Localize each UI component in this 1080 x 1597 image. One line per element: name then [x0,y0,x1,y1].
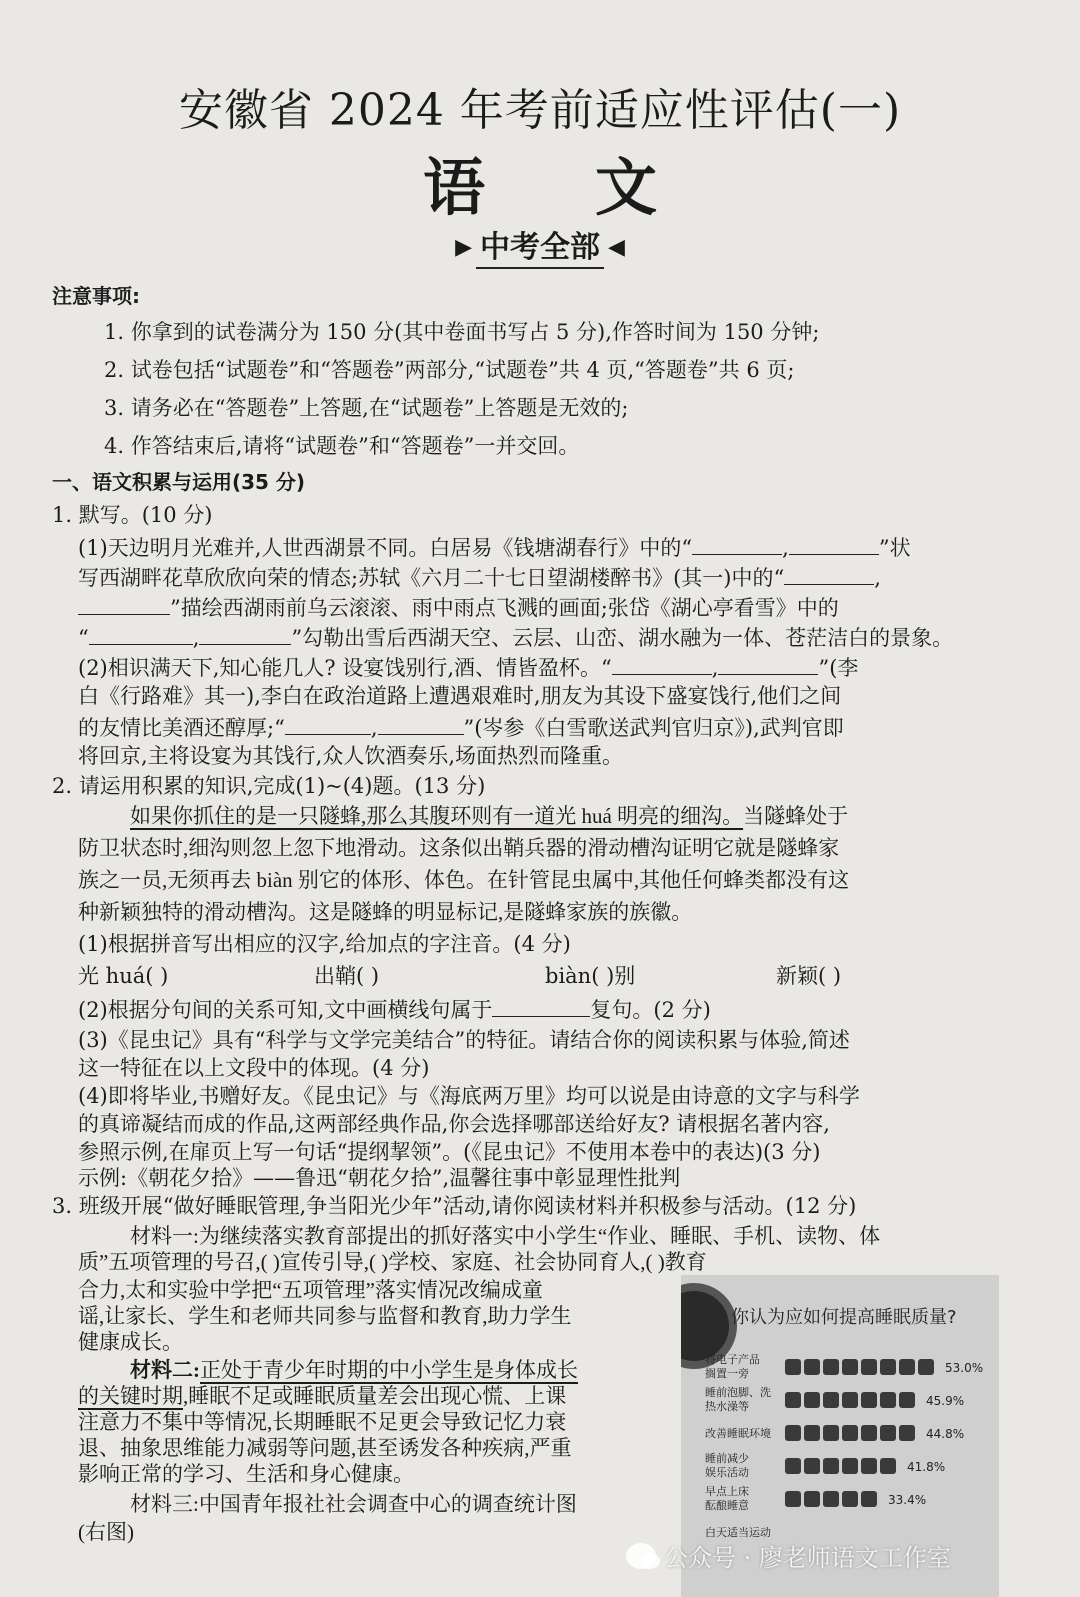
infographic-icon [842,1425,858,1441]
infographic-percent: 33.4% [888,1493,927,1507]
infographic-row [689,1353,999,1389]
q3-material-line: (右图) [78,1520,134,1544]
q1-line: (2)相识满天下,知心能几人? 设宴饯别行,酒、情皆盈杯。“ , ”(李 [78,656,859,680]
infographic-icon [861,1392,877,1408]
q3-material-line: 材料二:正处于青少年时期的中小学生是身体成长 [130,1358,578,1382]
infographic-icon [861,1359,877,1375]
triangle-right-icon: ▶ [455,234,472,260]
infographic-icon [823,1491,839,1507]
q1-line: 写西湖畔花草欣欣向荣的情态;苏轼《六月二十七日望湖楼醉书》(其一)中的“ , [78,566,881,590]
q3-material-line: 影响正常的学习、生活和身心健康。 [78,1462,414,1486]
infographic-percent: 41.8% [907,1460,946,1474]
q1-line: “ , ”勾勒出雪后西湖天空、云层、山峦、湖水融为一体、苍茫洁白的景象。 [78,626,954,650]
infographic-icon [804,1359,820,1375]
wechat-icon [626,1543,656,1569]
infographic-icon [842,1392,858,1408]
q1-line: (1)天边明月光难并,人世西湖景不同。白居易《钱塘湖春行》中的“ , ”状 [78,536,911,560]
triangle-left-icon: ◀ [608,234,625,260]
notice-item: 4. 作答结束后,请将“试题卷”和“答题卷”一并交回。 [104,434,580,458]
infographic-icon [861,1491,877,1507]
infographic-bar [785,1359,934,1377]
q2-sub3: 这一特征在以上文段中的体现。(4 分) [78,1056,430,1080]
infographic-row-label: 睡前泡脚、洗 热水澡等 [705,1386,771,1413]
q2-passage-line: 如果你抓住的是一只隧蜂,那么其腹环则有一道光 huá 明亮的细沟。当隧蜂处于 [130,804,849,828]
infographic-icon [899,1359,915,1375]
notice-heading: 注意事项: [52,284,140,308]
infographic-icon [785,1425,801,1441]
infographic-icon [823,1392,839,1408]
q2-passage-line: 族之一员,无须再去 biàn 别它的体形、体色。在针管昆虫属中,其他任何蜂类都没有这 [78,868,850,892]
q2-passage-line: 防卫状态时,细沟则忽上忽下地滑动。这条似出鞘兵器的滑动槽沟证明它就是隧蜂家 [78,836,840,860]
q1-line: ”描绘西湖雨前乌云滚滚、雨中雨点飞溅的画面;张岱《湖心亭看雪》中的 [78,596,839,619]
infographic-bar [785,1392,915,1410]
infographic-icon [842,1458,858,1474]
infographic-icon [823,1458,839,1474]
q3-material-line: 质”五项管理的号召,( )宣传引导,( )学校、家庭、社会协同育人,( )教育 [78,1250,707,1274]
infographic-icon [785,1458,801,1474]
q3-material-line: 谣,让家长、学生和老师共同参与监督和教育,助力学生 [78,1304,572,1328]
infographic-row [689,1419,999,1455]
infographic-question: 你认为应如何提高睡眠质量? [731,1307,957,1328]
infographic-icon [842,1491,858,1507]
question-1-heading: 1. 默写。(10 分) [52,503,213,527]
infographic-row-label: 早点上床 酝酿睡意 [705,1485,749,1512]
q2-sub2: (2)根据分句间的关系可知,文中画横线句属于 复句。(2 分) [78,998,711,1022]
notice-item: 3. 请务必在“答题卷”上答题,在“试题卷”上答题是无效的; [104,396,629,420]
q3-material-line: 的关键时期,睡眠不足或睡眠质量差会出现心慌、上课 [78,1384,567,1408]
q3-material-line: 退、抽象思维能力减弱等问题,甚至诱发各种疾病,严重 [78,1436,572,1460]
scope-banner [0,222,1080,266]
q2-sub4: 参照示例,在扉页上写一句话“提纲挈领”。(《昆虫记》不使用本卷中的表达)(3 分) [78,1140,821,1164]
infographic-icon [861,1425,877,1441]
q2-sub1-item: 出鞘( ) [314,964,380,988]
infographic-row-label: 改善睡眠环境 [705,1427,771,1440]
q1-line: 白《行路难》其一),李白在政治道路上遭遇艰难时,朋友为其设下盛宴饯行,他们之间 [78,684,842,708]
infographic-icon [823,1359,839,1375]
q3-material-line: 合力,太和实验中学把“五项管理”落实情况改编成童 [78,1278,543,1302]
q3-material-line: 健康成长。 [78,1330,183,1354]
infographic-icon [804,1425,820,1441]
infographic-icon [899,1425,915,1441]
q2-sub4: (4)即将毕业,书赠好友。《昆虫记》与《海底两万里》均可以说是由诗意的文字与科学 [78,1084,860,1108]
q3-material-line: 材料一:为继续落实教育部提出的抓好落实中小学生“作业、睡眠、手机、读物、体 [130,1224,881,1248]
infographic-icon [785,1491,801,1507]
infographic-row [689,1386,999,1422]
q2-sub1: (1)根据拼音写出相应的汉字,给加点的字注音。(4 分) [78,932,571,956]
infographic-row-label: 白天适当运动 [705,1526,771,1539]
infographic-icon [785,1392,801,1408]
q2-passage-line: 种新颖独特的滑动槽沟。这是隧蜂的明显标记,是隧蜂家族的族徽。 [78,900,693,924]
notice-item: 2. 试卷包括“试题卷”和“答题卷”两部分,“试题卷”共 4 页,“答题卷”共 6 页; [104,358,795,382]
q3-material-line: 注意力不集中等情况,长期睡眠不足更会导致记忆力衰 [78,1410,567,1434]
infographic-icon [880,1458,896,1474]
question-3-heading: 3. 班级开展“做好睡眠管理,争当阳光少年”活动,请你阅读材料并积极参与活动。(12 分) [52,1194,857,1218]
q2-sub1-item: 新颖( ) [776,964,842,988]
infographic-icon [785,1359,801,1375]
infographic-percent: 45.9% [926,1394,965,1408]
infographic-icon [823,1425,839,1441]
infographic-row [689,1452,999,1488]
infographic-icon [804,1458,820,1474]
infographic-percent: 53.0% [945,1361,984,1375]
infographic-icon [880,1392,896,1408]
infographic-row-label: 睡前减少 娱乐活动 [705,1452,749,1479]
infographic-icon [880,1359,896,1375]
infographic-icon [804,1491,820,1507]
infographic-icon [861,1458,877,1474]
q1-line: 的友情比美酒还醇厚;“ , ”(岑参《白雪歌送武判官归京》),武判官即 [78,716,844,740]
infographic-bar [785,1425,915,1443]
infographic-icon [899,1392,915,1408]
watermark: 公众号 · 廖老师语文工作室 [626,1538,951,1573]
infographic-icon [918,1359,934,1375]
q2-example: 示例:《朝花夕拾》——鲁迅“朝花夕拾”,温馨往事中彰显理性批判 [78,1166,681,1190]
q1-line: 将回京,主将设宴为其饯行,众人饮酒奏乐,场面热烈而隆重。 [78,744,624,768]
infographic-bar [785,1458,896,1476]
exam-title: 安徽省 2024 年考前适应性评估(一) [178,85,902,136]
infographic-row-label: 将电子产品 搁置一旁 [705,1353,760,1380]
subject-title: 语文 [422,151,767,224]
q2-sub1-item: 光 huá( ) [78,964,169,988]
q2-sub4: 的真谛凝结而成的作品,这两部经典作品,你会选择哪部送给好友? 请根据名著内容, [78,1112,830,1136]
q2-sub3: (3)《昆虫记》具有“科学与文学完美结合”的特征。请结合你的阅读积累与体验,简述 [78,1028,850,1052]
infographic-icon [804,1392,820,1408]
infographic-icon [842,1359,858,1375]
infographic-percent: 44.8% [926,1427,965,1441]
infographic-row [689,1485,999,1521]
infographic-bar [785,1491,877,1509]
question-2-heading: 2. 请运用积累的知识,完成(1)~(4)题。(13 分) [52,774,486,798]
section-heading: 一、语文积累与运用(35 分) [52,470,306,494]
notice-item: 1. 你拿到的试卷满分为 150 分(其中卷面书写占 5 分),作答时间为 150 分钟; [104,320,820,344]
q2-sub1-item: biàn( )别 [545,964,636,988]
scope-label: 中考全部 [476,230,604,269]
q3-material-line: 材料三:中国青年报社社会调查中心的调查统计图 [130,1492,577,1516]
infographic-icon [880,1425,896,1441]
